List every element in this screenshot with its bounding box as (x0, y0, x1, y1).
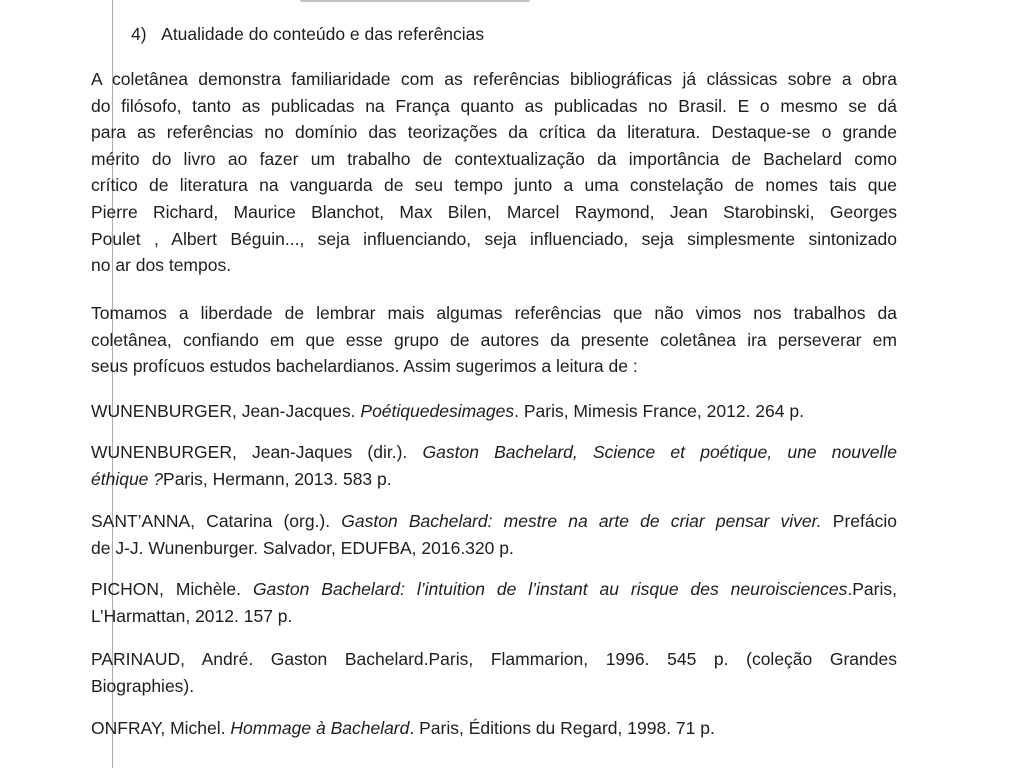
reference-author: PICHON, Michèle. (91, 579, 253, 599)
reference-line: Biographies). (91, 675, 195, 696)
reference-entry (91, 646, 897, 699)
reference-publication: L’Harmattan, 2012. 157 p. (91, 605, 293, 626)
paragraph-line: no ar dos tempos. (91, 255, 232, 276)
section-heading: 4) Atualidade do conteúdo e das referências (131, 24, 485, 44)
paragraph-line: mérito do livro ao fazer um trabalho de contextualização da importância de Bachelard como (91, 148, 897, 169)
reference-publication: .Paris, (847, 579, 897, 599)
paragraph-line: A coletânea demonstra familiaridade com as referências bibliográficas já clássicas sobre a obra (91, 69, 897, 89)
reference-title: Gaston Bachelard, Science et poétique, une nouvelle (422, 442, 897, 462)
paragraph-familiarity (91, 66, 897, 279)
reference-title: Gaston Bachelard: l’intuition de l’instant au risque des neuroisciences (252, 579, 848, 599)
reference-publication: Paris, Hermann, 2013. 583 p. (163, 468, 392, 489)
reference-author: WUNENBURGER, Jean-Jacques. (91, 401, 361, 421)
reference-publication: . Paris, Éditions du Regard, 1998. 71 p. (409, 718, 715, 738)
cropped-text-fragment (300, 0, 530, 2)
paragraph-suggestions (91, 300, 897, 380)
reference-entry (91, 508, 897, 561)
reference-entry (91, 398, 897, 425)
reference-publication: . Paris, Mimesis France, 2012. 264 p. (514, 401, 804, 421)
paragraph-line: do filósofo, tanto as publicadas na França quanto as publicadas no Brasil. E o mesmo se dá (91, 95, 897, 116)
paragraph-line: coletânea, confiando em que esse grupo de autores da presente coletânea ira perseverar em (91, 329, 897, 350)
paragraph-line: crítico de literatura na vanguarda de seu tempo junto a uma constelação de nomes tais que (91, 175, 897, 196)
reference-entry (91, 576, 897, 629)
paragraph-line: Poulet , Albert Béguin..., seja influenciando, seja influenciado, seja simplesmente sintonizado (91, 228, 897, 249)
reference-entry (91, 715, 897, 742)
paragraph-line: Tomamos a liberdade de lembrar mais algumas referências que não vimos nos trabalhos da (91, 303, 897, 323)
reference-line: PARINAUD, André. Gaston Bachelard.Paris, Flammarion, 1996. 545 p. (coleção Grandes (91, 649, 897, 669)
paragraph-line: para as referências no domínio das teorizações da crítica da literatura. Destaque-se o grande (91, 122, 897, 143)
reference-author: WUNENBURGER, Jean-Jaques (dir.). (91, 442, 423, 462)
paragraph-line: seus profícuos estudos bachelardianos. Assim sugerimos a leitura de : (91, 356, 638, 377)
reference-title: Gaston Bachelard: mestre na arte de criar pensar viver. (341, 511, 822, 531)
reference-publication: de J-J. Wunenburger. Salvador, EDUFBA, 2016.320 p. (91, 537, 514, 558)
reference-title: éthique ? (91, 468, 164, 489)
reference-title: Hommage à Bachelard (230, 718, 410, 738)
reference-author: SANT’ANNA, Catarina (org.). (91, 511, 342, 531)
paragraph-line: Pierre Richard, Maurice Blanchot, Max Bilen, Marcel Raymond, Jean Starobinski, Georges (91, 201, 897, 222)
reference-author: ONFRAY, Michel. (91, 718, 231, 738)
reference-publication: Prefácio (821, 511, 898, 531)
reference-entry (91, 439, 897, 492)
reference-title: Poétiquedesimages (360, 401, 515, 421)
